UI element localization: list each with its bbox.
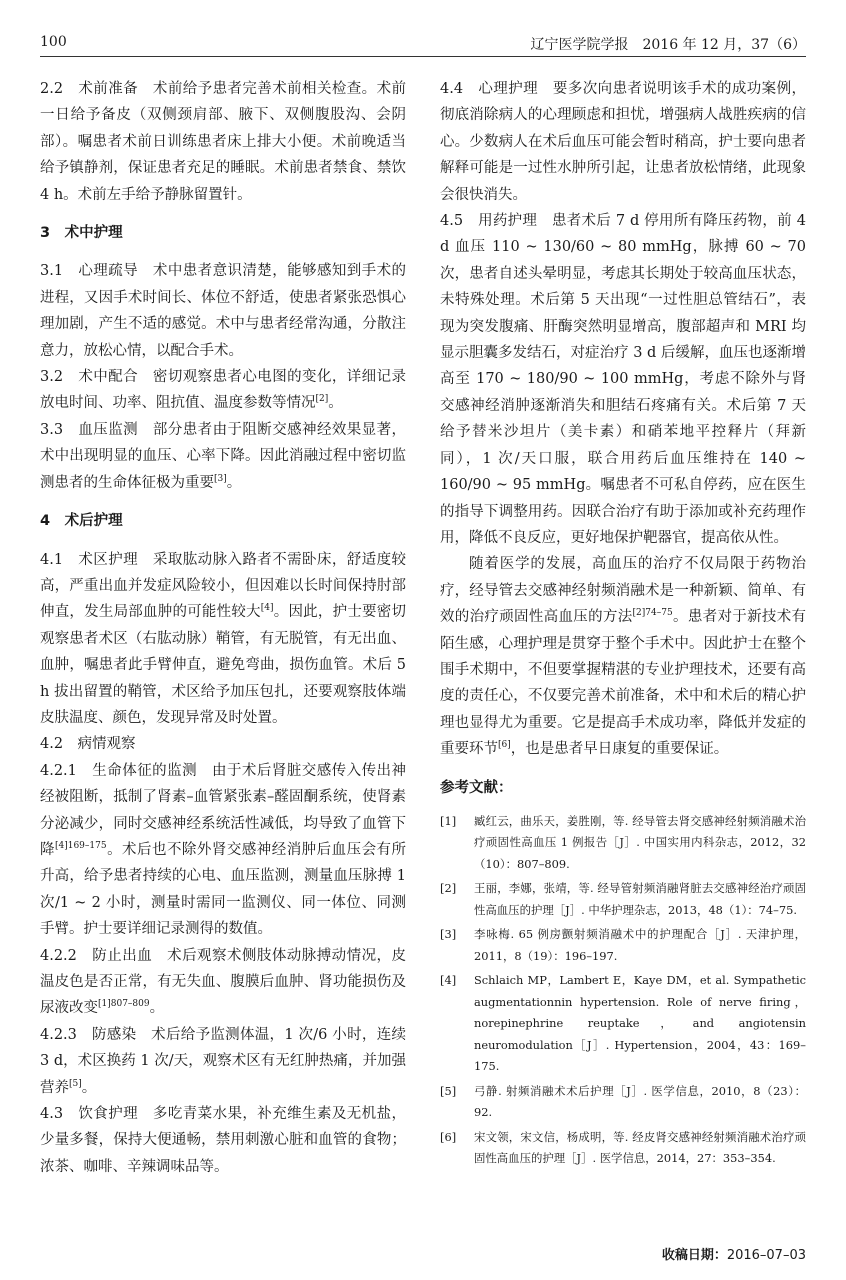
paragraph-text: 。术后也不除外肾交感神经消肿后血压会有所升高，给予患者持续的心电、血压监测，测量血压脉搏 1 次/1 ~ 2 小时，测量时需同一监测仪、同一体位、同测手臂。护士要详细记录测得的数值。 xyxy=(40,841,407,938)
paragraph xyxy=(40,1101,406,1180)
paragraph xyxy=(40,547,406,732)
reference-text: 王丽，李娜，张靖，等. 经导管射频消融肾脏去交感神经治疗顽固性高血压的护理［J］. 中华护理杂志，2013，48（1）：74–75. xyxy=(474,881,806,917)
paragraph-text: 4.2.2 防止出血 术后观察术侧肢体动脉搏动情况，皮温皮色是否正常，有无失血、腹膜后血肿、肾功能损伤及尿液改变 xyxy=(40,947,406,1017)
section-heading: 4 术后护理 xyxy=(40,513,123,530)
paragraph-text: 。 xyxy=(328,395,343,412)
references-list xyxy=(440,811,806,1170)
page-number: 100 xyxy=(40,34,67,50)
received-date xyxy=(662,1244,806,1263)
spacer xyxy=(40,535,406,547)
reference-item xyxy=(440,1081,806,1124)
page-header xyxy=(40,30,806,57)
paragraph xyxy=(40,1022,406,1101)
paragraph xyxy=(440,551,806,762)
paragraph-text: 4.4 心理护理 要多次向患者说明该手术的成功案例，彻底消除病人的心理顾虑和担忧，增强病人战胜疾病的信心。少数病人在术后血压可能会暂时稍高，护士要向患者解释可能是一过性水肿所引起，让患者放松情绪，此现象会很快消失。 xyxy=(440,81,806,203)
section-heading: 3 术中护理 xyxy=(40,225,123,242)
reference-item xyxy=(440,811,806,876)
citation: [4]169–175 xyxy=(54,841,107,852)
citation: [2] xyxy=(315,394,329,405)
paragraph-text: 4.2.1 生命体征的监测 由于术后肾脏交感传入传出神经被阻断，抵制了肾素–血管紧张素–醛固酮系统，使肾素分泌减少，同时交感神经系统活性减低，均导致了血管下降 xyxy=(40,762,406,858)
paragraph xyxy=(40,943,406,1022)
paragraph xyxy=(40,758,406,943)
reference-text: 宋文领，宋文信，杨成明，等. 经皮肾交感神经射频消融术治疗顽固性高血压的护理［J］. 医学信息，2014，27：353–354. xyxy=(474,1129,806,1166)
reference-number: [4] xyxy=(440,973,457,988)
paragraph-text: 随着医学的发展，高血压的治疗不仅局限于药物治疗，经导管去交感神经射频消融术是一种新颖、简单、有效的治疗顽固性高血压的方法 xyxy=(440,556,806,626)
paragraph-text: 。 xyxy=(81,1079,97,1096)
citation: [6] xyxy=(498,740,511,751)
citation: [5] xyxy=(69,1078,82,1089)
paragraph xyxy=(440,76,806,208)
paragraph-text: ，也是患者早日康复的重要保证。 xyxy=(510,741,729,758)
reference-item xyxy=(440,1127,806,1170)
paragraph-text: 。患者对于新技术有陌生感，心理护理是贯穿于整个手术中。因此护士在整个围手术期中，不但要掌握精湛的专业护理技术，还要有高度的责任心，不仅要完善术前准备，术中和术后的精心护理也显得尤为重要。它是提高手术成功率，降低并发症的重要环节 xyxy=(440,609,807,758)
paragraph-text: 3.2 术中配合 密切观察患者心电图的变化，详细记录放电时间、功率、阻抗值、温度参数等情况 xyxy=(40,369,406,412)
spacer xyxy=(40,496,406,508)
received-label: 收稿日期： xyxy=(661,1248,727,1263)
right-column xyxy=(440,76,806,1173)
reference-item xyxy=(440,970,806,1078)
paragraph-text: 4.2 病情观察 xyxy=(40,736,136,753)
citation: [4] xyxy=(260,603,274,614)
citation: [2]74–75 xyxy=(632,608,673,619)
reference-number: [6] xyxy=(440,1129,457,1144)
paragraph-text: 4.3 饮食护理 多吃青菜水果，补充维生素及无机盐，少量多餐，保持大便通畅，禁用刺激心脏和血管的食物；浓茶、咖啡、辛辣调味品等。 xyxy=(40,1106,406,1175)
paragraph-text: 4.2.3 防感染 术后给予监测体温，1 次/6 小时，连续 3 d，术区换药 1 次/天，观察术区有无红肿热痛，并加强营养 xyxy=(40,1026,406,1096)
paragraph xyxy=(40,364,406,417)
paragraph xyxy=(40,258,406,364)
paragraph xyxy=(40,76,406,208)
paragraph-text: 3.3 血压监测 部分患者由于阻断交感神经效果显著，术中出现明显的血压、心率下降。因此消融过程中密切监测患者的生命体征极为重要 xyxy=(40,421,406,491)
reference-text: Schlaich MP，Lambert E，Kaye DM，et al. Sympathetic augmentationnin hypertension. Role of nerve firing，norepinephrine reuptake，and angiotensin neuromodulation［J］. Hypertension，2004，43：169–175. xyxy=(474,973,806,1074)
references-heading: 参考文献： xyxy=(440,779,513,796)
paragraph xyxy=(40,417,406,496)
paragraph-text: 。 xyxy=(226,474,242,491)
paragraph-text: 。因此，护士要密切观察患者术区（右肱动脉）鞘管，有无脱管，有无出血、血肿，嘱患者此手臂伸直，避免弯曲，损伤血管。术后 5 h 拔出留置的鞘管，术区给予加压包扎，还要观察肢体端皮肤温度、颜色，发现异常及时处置。 xyxy=(40,604,406,726)
journal-citation: 辽宁医学院学报 2016 年 12 月，37（6） xyxy=(530,37,806,53)
paragraph-text: 。 xyxy=(149,1000,165,1017)
citation: [1]807–809 xyxy=(98,999,150,1010)
spacer xyxy=(40,208,406,220)
received-value: 2016–07–03 xyxy=(726,1248,806,1263)
reference-number: [1] xyxy=(440,813,457,828)
reference-item xyxy=(440,924,806,967)
reference-text: 弓静. 射频消融术术后护理［J］. 医学信息，2010，8（23）：92. xyxy=(474,1083,806,1120)
paragraph-text: 2.2 术前准备 术前给予患者完善术前相关检查。术前一日给予备皮（双侧颈肩部、腋下、双侧腹股沟、会阴部）。嘱患者术前日训练患者床上排大小便。术前晚适当给予镇静剂，保证患者充足的睡眠。术前患者禁食、禁饮 4 h。术前左手给予静脉留置针。 xyxy=(40,81,406,203)
reference-number: [5] xyxy=(440,1083,457,1098)
paragraph xyxy=(440,208,806,551)
paragraph xyxy=(40,731,406,757)
spacer xyxy=(40,246,406,258)
paragraph-text: 4.5 用药护理 患者术后 7 d 停用所有降压药物，前 4 d 血压 110 ~ 130/60 ~ 80 mmHg，脉搏 60 ~ 70 次，患者自述头晕明显，考虑其长期处于较高血压状态，未特殊处理。术后第 5 天出现“一过性胆总管结石”，表现为突发腹痛、肝酶突然明显增高，腹部超声和 MRI 均显示胆囊多发结石，对症治疗 3 d 后缓解，血压也逐渐增高至 170 ~ 180/90 ~ 100 mmHg，考虑不除外与肾交感神经消肿逐渐消失和胆结石疼痛有关。术后第 7 天给予替米沙坦片（美卡素）和硝苯地平控释片（拜新同），1 次/天口服，联合用药后血压维持在 140 ~ 160/90 ~ 95 mmHg。嘱患者不可私自停药，应在医生的指导下调整用药。因联合治疗有助于添加或补充药理作用，降低不良反应，更好地保护靶器官，提高依从性。 xyxy=(440,213,806,546)
paragraph-text: 3.1 心理疏导 术中患者意识清楚，能够感知到手术的进程，又因手术时间长、体位不舒适，使患者紧张恐惧心理加剧，产生不适的感觉。术中与患者经常沟通，分散注意力，放松心情，以配合手术。 xyxy=(40,263,406,359)
reference-item xyxy=(440,878,806,921)
reference-text: 李咏梅. 65 例房颤射频消融术中的护理配合［J］. 天津护理，2011，8（19）：196–197. xyxy=(474,927,806,963)
reference-text: 臧红云，曲乐天，姜胜刚，等. 经导管去肾交感神经射频消融术治疗顽固性高血压 1 例报告［J］. 中国实用内科杂志，2012，32（10）：807–809. xyxy=(474,813,806,871)
reference-number: [3] xyxy=(440,927,457,942)
paragraph-text: 4.1 术区护理 采取肱动脉入路者不需卧床，舒适度较高，严重出血并发症风险较小，但因难以长时间保持肘部伸直，发生局部血肿的可能性较大 xyxy=(40,551,406,621)
left-column xyxy=(40,76,406,1180)
citation: [3] xyxy=(214,473,227,484)
reference-number: [2] xyxy=(440,881,457,896)
